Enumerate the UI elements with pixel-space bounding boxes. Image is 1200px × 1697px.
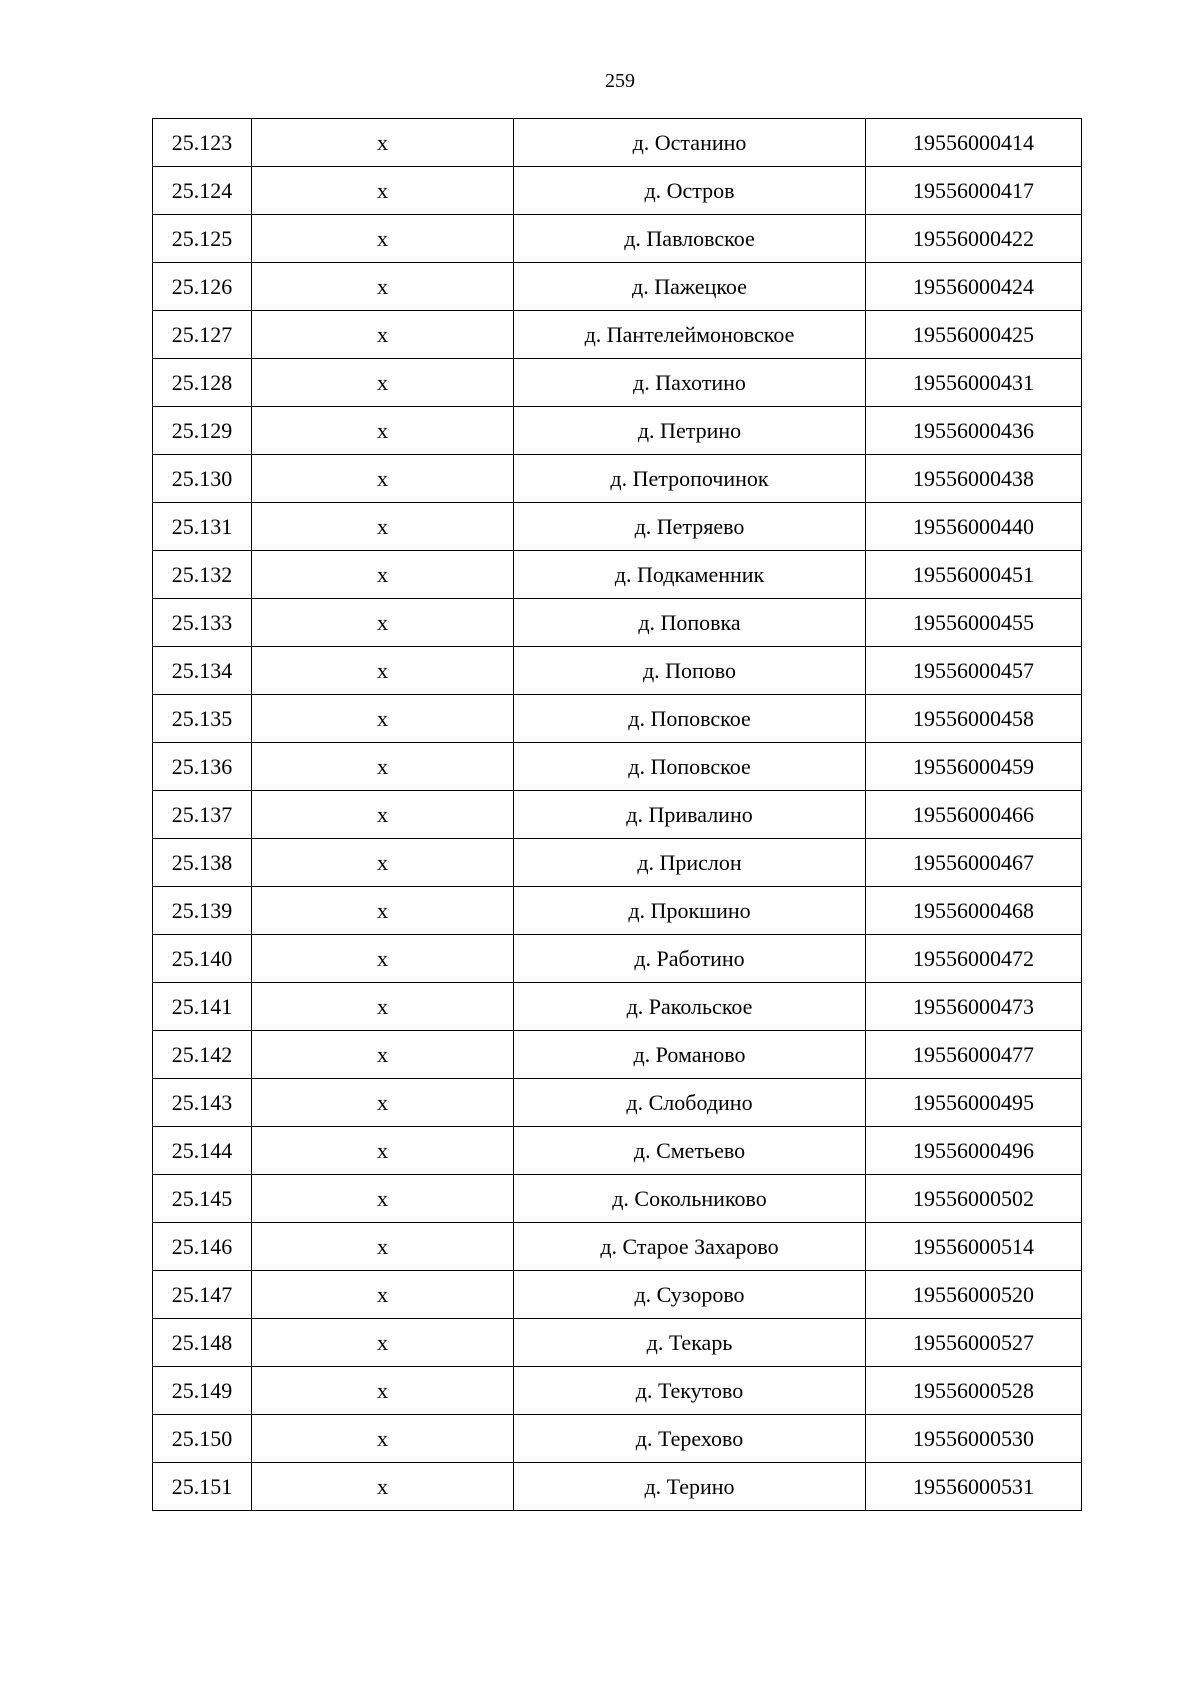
settlement-name-cell: д. Терино: [514, 1463, 866, 1511]
mark-cell: x: [252, 359, 514, 407]
oktmo-code-cell: 19556000531: [866, 1463, 1082, 1511]
table-row: [153, 359, 1082, 407]
oktmo-code-cell: 19556000425: [866, 311, 1082, 359]
table-row: [153, 263, 1082, 311]
mark-cell: x: [252, 119, 514, 167]
row-number-cell: 25.128: [153, 359, 252, 407]
table-row: [153, 311, 1082, 359]
mark-cell: x: [252, 887, 514, 935]
row-number-cell: 25.144: [153, 1127, 252, 1175]
oktmo-code-cell: 19556000530: [866, 1415, 1082, 1463]
table-row: [153, 407, 1082, 455]
oktmo-code-cell: 19556000451: [866, 551, 1082, 599]
settlement-name-cell: д. Подкаменник: [514, 551, 866, 599]
settlement-name-cell: д. Терехово: [514, 1415, 866, 1463]
mark-cell: x: [252, 1223, 514, 1271]
oktmo-code-cell: 19556000436: [866, 407, 1082, 455]
table-row: [153, 551, 1082, 599]
row-number-cell: 25.136: [153, 743, 252, 791]
oktmo-code-cell: 19556000466: [866, 791, 1082, 839]
table-row: [153, 1223, 1082, 1271]
table-row: [153, 1415, 1082, 1463]
row-number-cell: 25.138: [153, 839, 252, 887]
row-number-cell: 25.139: [153, 887, 252, 935]
mark-cell: x: [252, 935, 514, 983]
row-number-cell: 25.150: [153, 1415, 252, 1463]
settlement-name-cell: д. Пантелеймоновское: [514, 311, 866, 359]
page-number: 259: [605, 70, 635, 92]
table-row: [153, 1175, 1082, 1223]
settlement-name-cell: д. Павловское: [514, 215, 866, 263]
row-number-cell: 25.149: [153, 1367, 252, 1415]
mark-cell: x: [252, 1271, 514, 1319]
settlement-name-cell: д. Прокшино: [514, 887, 866, 935]
oktmo-code-cell: 19556000431: [866, 359, 1082, 407]
oktmo-code-cell: 19556000467: [866, 839, 1082, 887]
table-row: [153, 1031, 1082, 1079]
row-number-cell: 25.146: [153, 1223, 252, 1271]
mark-cell: x: [252, 1127, 514, 1175]
settlement-name-cell: д. Прислон: [514, 839, 866, 887]
row-number-cell: 25.126: [153, 263, 252, 311]
table-row: [153, 791, 1082, 839]
row-number-cell: 25.131: [153, 503, 252, 551]
table-row: [153, 935, 1082, 983]
table-row: [153, 1127, 1082, 1175]
oktmo-code-cell: 19556000414: [866, 119, 1082, 167]
settlement-name-cell: д. Останино: [514, 119, 866, 167]
table-row: [153, 1079, 1082, 1127]
settlement-name-cell: д. Текутово: [514, 1367, 866, 1415]
table-row: [153, 167, 1082, 215]
table-row: [153, 695, 1082, 743]
table-row: [153, 743, 1082, 791]
table-row: [153, 215, 1082, 263]
oktmo-code-cell: 19556000477: [866, 1031, 1082, 1079]
mark-cell: x: [252, 839, 514, 887]
row-number-cell: 25.130: [153, 455, 252, 503]
table-row: [153, 983, 1082, 1031]
mark-cell: x: [252, 1031, 514, 1079]
settlement-name-cell: д. Работино: [514, 935, 866, 983]
settlement-name-cell: д. Текарь: [514, 1319, 866, 1367]
mark-cell: x: [252, 647, 514, 695]
row-number-cell: 25.125: [153, 215, 252, 263]
table-row: [153, 503, 1082, 551]
row-number-cell: 25.143: [153, 1079, 252, 1127]
oktmo-code-cell: 19556000424: [866, 263, 1082, 311]
settlement-name-cell: д. Сузорово: [514, 1271, 866, 1319]
oktmo-code-cell: 19556000417: [866, 167, 1082, 215]
row-number-cell: 25.132: [153, 551, 252, 599]
settlement-name-cell: д. Старое Захарово: [514, 1223, 866, 1271]
mark-cell: x: [252, 551, 514, 599]
row-number-cell: 25.133: [153, 599, 252, 647]
table-row: [153, 1367, 1082, 1415]
row-number-cell: 25.148: [153, 1319, 252, 1367]
settlement-name-cell: д. Петрино: [514, 407, 866, 455]
oktmo-code-cell: 19556000468: [866, 887, 1082, 935]
oktmo-code-cell: 19556000455: [866, 599, 1082, 647]
table-row: [153, 887, 1082, 935]
mark-cell: x: [252, 215, 514, 263]
mark-cell: x: [252, 1319, 514, 1367]
mark-cell: x: [252, 455, 514, 503]
row-number-cell: 25.141: [153, 983, 252, 1031]
table-row: [153, 599, 1082, 647]
settlement-table: [152, 118, 1082, 1511]
row-number-cell: 25.142: [153, 1031, 252, 1079]
table-row: [153, 1463, 1082, 1511]
row-number-cell: 25.123: [153, 119, 252, 167]
mark-cell: x: [252, 1079, 514, 1127]
settlement-name-cell: д. Петряево: [514, 503, 866, 551]
mark-cell: x: [252, 263, 514, 311]
table-body: [153, 119, 1082, 1511]
mark-cell: x: [252, 1175, 514, 1223]
table-row: [153, 455, 1082, 503]
oktmo-code-cell: 19556000528: [866, 1367, 1082, 1415]
settlement-name-cell: д. Попово: [514, 647, 866, 695]
mark-cell: x: [252, 743, 514, 791]
oktmo-code-cell: 19556000495: [866, 1079, 1082, 1127]
oktmo-code-cell: 19556000440: [866, 503, 1082, 551]
oktmo-code-cell: 19556000472: [866, 935, 1082, 983]
table-row: [153, 647, 1082, 695]
settlement-name-cell: д. Остров: [514, 167, 866, 215]
settlement-name-cell: д. Пажецкое: [514, 263, 866, 311]
settlement-name-cell: д. Поповка: [514, 599, 866, 647]
row-number-cell: 25.134: [153, 647, 252, 695]
row-number-cell: 25.140: [153, 935, 252, 983]
oktmo-code-cell: 19556000502: [866, 1175, 1082, 1223]
table-row: [153, 1271, 1082, 1319]
mark-cell: x: [252, 599, 514, 647]
settlement-name-cell: д. Сокольниково: [514, 1175, 866, 1223]
mark-cell: x: [252, 167, 514, 215]
oktmo-code-cell: 19556000473: [866, 983, 1082, 1031]
mark-cell: x: [252, 983, 514, 1031]
settlement-name-cell: д. Слободино: [514, 1079, 866, 1127]
oktmo-code-cell: 19556000496: [866, 1127, 1082, 1175]
mark-cell: x: [252, 1463, 514, 1511]
settlement-name-cell: д. Пахотино: [514, 359, 866, 407]
row-number-cell: 25.137: [153, 791, 252, 839]
row-number-cell: 25.124: [153, 167, 252, 215]
table-row: [153, 119, 1082, 167]
settlement-name-cell: д. Петропочинок: [514, 455, 866, 503]
settlement-name-cell: д. Привалино: [514, 791, 866, 839]
oktmo-code-cell: 19556000520: [866, 1271, 1082, 1319]
oktmo-code-cell: 19556000459: [866, 743, 1082, 791]
mark-cell: x: [252, 1415, 514, 1463]
mark-cell: x: [252, 407, 514, 455]
row-number-cell: 25.147: [153, 1271, 252, 1319]
mark-cell: x: [252, 311, 514, 359]
oktmo-code-cell: 19556000514: [866, 1223, 1082, 1271]
row-number-cell: 25.151: [153, 1463, 252, 1511]
settlement-name-cell: д. Поповское: [514, 695, 866, 743]
row-number-cell: 25.127: [153, 311, 252, 359]
settlement-name-cell: д. Поповское: [514, 743, 866, 791]
oktmo-code-cell: 19556000438: [866, 455, 1082, 503]
mark-cell: x: [252, 791, 514, 839]
mark-cell: x: [252, 1367, 514, 1415]
mark-cell: x: [252, 503, 514, 551]
settlement-name-cell: д. Романово: [514, 1031, 866, 1079]
oktmo-code-cell: 19556000422: [866, 215, 1082, 263]
row-number-cell: 25.135: [153, 695, 252, 743]
row-number-cell: 25.145: [153, 1175, 252, 1223]
table-row: [153, 839, 1082, 887]
settlement-name-cell: д. Ракольское: [514, 983, 866, 1031]
row-number-cell: 25.129: [153, 407, 252, 455]
table-row: [153, 1319, 1082, 1367]
oktmo-code-cell: 19556000457: [866, 647, 1082, 695]
oktmo-code-cell: 19556000458: [866, 695, 1082, 743]
mark-cell: x: [252, 695, 514, 743]
oktmo-code-cell: 19556000527: [866, 1319, 1082, 1367]
settlement-name-cell: д. Сметьево: [514, 1127, 866, 1175]
